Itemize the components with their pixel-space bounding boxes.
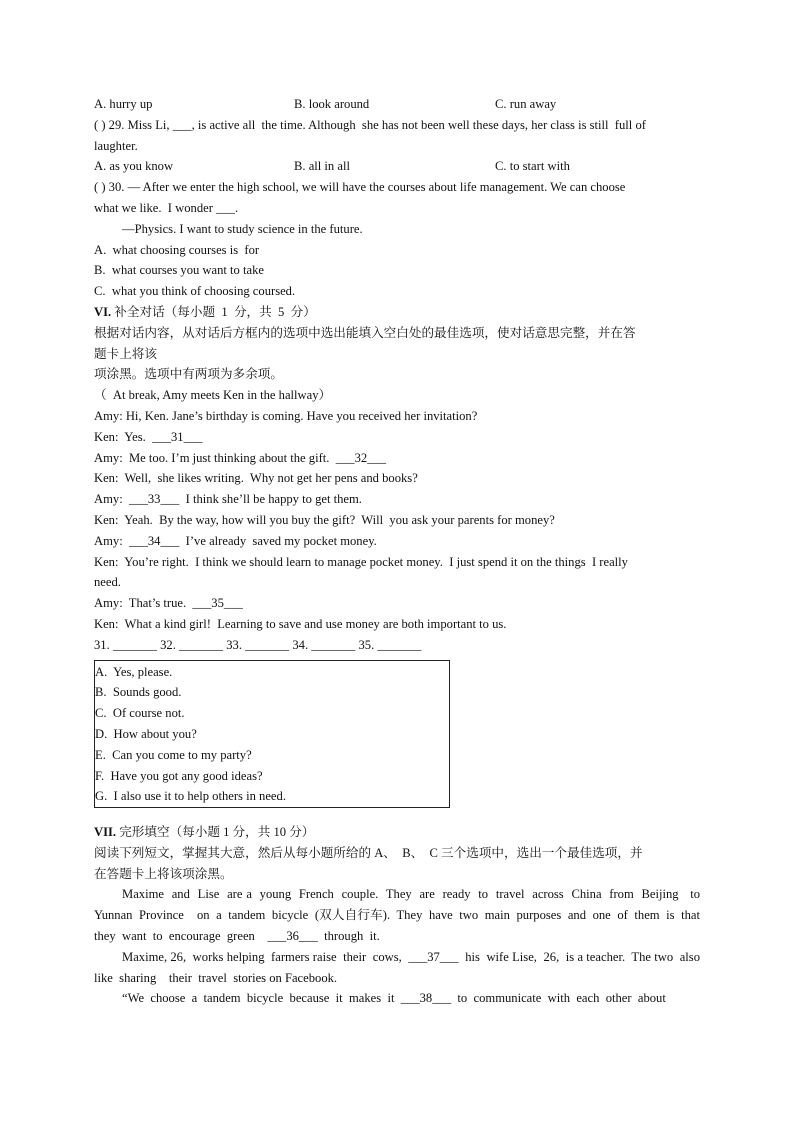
option-a: A. as you know — [94, 159, 174, 174]
option-b: B. look around — [294, 97, 370, 111]
section6-number: VI. — [94, 304, 112, 319]
option-c: C. to start with — [495, 159, 570, 174]
options-box — [94, 660, 450, 809]
section7-number: VII. — [94, 825, 117, 840]
box-option: D. How about you? — [95, 726, 197, 741]
q29-options — [94, 156, 700, 177]
dialogue-line: need. — [94, 575, 121, 590]
q30-option-c: C. what you think of choosing coursed. — [94, 284, 296, 299]
section7-instructions-line2: 在答题卡上将该项涂黑。 — [94, 866, 233, 881]
dialogue-line: Amy: Me too. I’m just thinking about the gift. ___32___ — [94, 450, 387, 465]
q30-option-a: A. what choosing courses is for — [94, 242, 260, 257]
dialogue — [94, 406, 700, 635]
dialogue-line: Ken: What a kind girl! Learning to save and use money are both important to us. — [94, 616, 507, 631]
box-option: F. Have you got any good ideas? — [95, 768, 263, 783]
option-b: B. all in all — [294, 159, 350, 174]
section6-heading — [94, 302, 700, 323]
box-option: C. Of course not. — [95, 706, 185, 721]
q30-stem-line1: ( ) 30. — After we enter the high school, we will have the courses about life management. We can choose — [94, 180, 626, 195]
section7-title: 完形填空（每小题 1 分，共 10 分） — [116, 825, 315, 840]
passage-paragraph: “We choose a tandem bicycle because it makes it ___38___ to communicate with each other about — [122, 991, 666, 1006]
q29-stem-line2: laughter. — [94, 138, 138, 153]
box-option: A. Yes, please. — [95, 664, 173, 679]
dialogue-line: Amy: ___33___ I think she’ll be happy to get them. — [94, 492, 362, 507]
section6-instructions-line2: 题卡上将该 — [94, 346, 157, 361]
section7-instructions-line1: 阅读下列短文，掌握其大意，然后从每小题所给的 A、 B、 C 三个选项中，选出一个最佳选项，并 — [94, 845, 643, 860]
dialogue-line: Ken: Yes. ___31___ — [94, 429, 203, 444]
dialogue-line: Ken: Well, she likes writing. Why not get her pens and books? — [94, 471, 418, 486]
q30-option-b: B. what courses you want to take — [94, 263, 264, 278]
dialogue-line: Amy: Hi, Ken. Jane’s birthday is coming. Have you received her invitation? — [94, 408, 478, 423]
section6-instructions-line1: 根据对话内容，从对话后方框内的选项中选出能填入空白处的最佳选项，使对话意思完整，并在答 — [94, 325, 636, 340]
dialogue-line: Ken: Yeah. By the way, how will you buy the gift? Will you ask your parents for money? — [94, 512, 555, 527]
section6-instructions-line3: 项涂黑。选项中有两项为多余项。 — [94, 367, 283, 382]
q30-stem-line2: what we like. I wonder ___. — [94, 200, 239, 215]
answer-blanks: 31. _______ 32. _______ 33. _______ 34. _______ 35. _______ — [94, 637, 422, 652]
section6-title: 补全对话（每小题 1 分，共 5 分） — [111, 304, 316, 319]
passage-paragraph: Maxime and Lise are a young French couple. They are ready to travel across China from Beijing to Yunnan Province on a tandem bicycle (双人自行车). They have two main purposes and one of them is that they want to encourage green ___36___ through it. — [94, 887, 707, 944]
dialogue-line: Amy: ___34___ I’ve already saved my pocket money. — [94, 533, 377, 548]
box-option: E. Can you come to my party? — [95, 747, 252, 762]
q30-reply: —Physics. I want to study science in the future. — [122, 221, 363, 236]
option-a: A. hurry up — [94, 97, 153, 111]
section7-heading — [94, 822, 700, 843]
option-c: C. run away — [495, 97, 557, 111]
box-option: B. Sounds good. — [95, 685, 182, 700]
dialogue-line: Amy: That’s true. ___35___ — [94, 596, 243, 611]
box-option: G. I also use it to help others in need. — [95, 789, 286, 804]
dialogue-line: Ken: You’re right. I think we should learn to manage pocket money. I just spend it on the things I really — [94, 554, 628, 569]
exam-page — [94, 94, 707, 1009]
passage-paragraph: Maxime, 26, works helping farmers raise their cows, ___37___ his wife Lise, 26, is a teacher. The two also like sharing their travel stories on Facebook. — [94, 949, 707, 985]
q29-stem-line1: ( ) 29. Miss Li, ___, is active all the time. Although she has not been well these days, her class is still full of — [94, 117, 646, 132]
dialogue-scene: （ At break, Amy meets Ken in the hallway） — [94, 388, 332, 403]
q28-options — [94, 94, 700, 115]
